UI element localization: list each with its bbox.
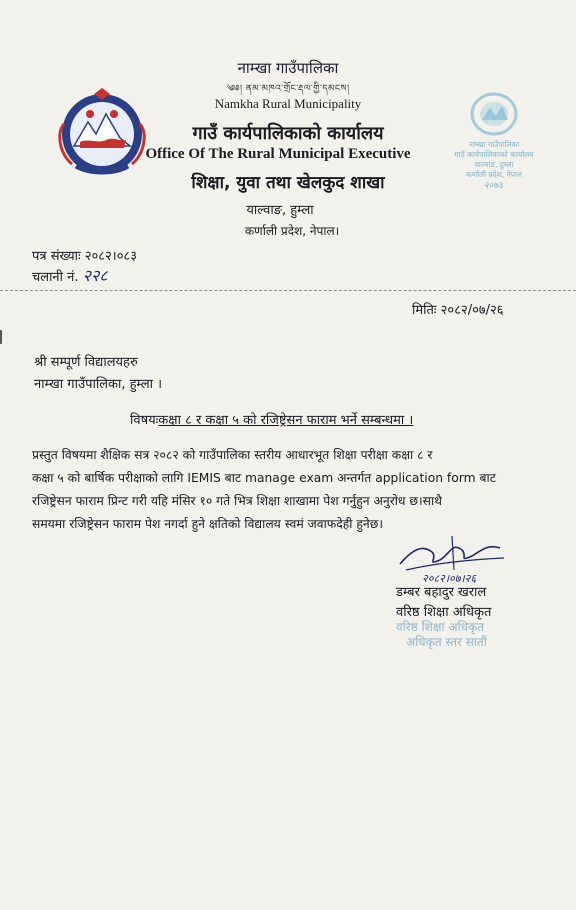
seal-line: कर्णाली प्रदेश, नेपाल <box>465 170 523 179</box>
subject-label: विषयः <box>130 413 159 428</box>
body-line: प्रस्तुत विषयमा शैक्षिक सत्र २०८२ को गाउँपालिका स्तरीय आधारभूत शिक्षा परीक्षा कक्षा ८ र <box>32 448 433 462</box>
header-divider <box>0 290 576 292</box>
municipality-name-english: Namkha Rural Municipality <box>214 96 362 111</box>
dispatch-number-handwritten: २२८ <box>82 266 108 285</box>
office-name-english: Office Of The Rural Municipal Executive <box>145 146 411 162</box>
municipality-name-tibetan: ༄༅། ནམ་མཁའ་གྲོང་རྡལ་གྱི་དམངས། <box>226 84 350 94</box>
official-stamp-line-2: अधिकृत स्तर सातौं <box>406 635 487 649</box>
address-line-2: कर्णाली प्रदेश, नेपाल। <box>244 224 340 238</box>
office-name-nepali: गाउँ कार्यपालिकाको कार्यालय <box>192 123 384 144</box>
body-line: कक्षा ५ को बार्षिक परीक्षाको लागि IEMIS बाट manage exam अन्तर्गत application form बाट <box>32 471 496 485</box>
signature-date: २०८२।०७।२६ <box>422 572 477 585</box>
subject-text: कक्षा ८ र कक्षा ५ को रजिष्ट्रेसन फाराम भर्ने सम्बन्धमा । <box>158 413 414 428</box>
letter-number: पत्र संख्याः २०८२।०८३ <box>32 249 137 264</box>
dispatch-number <box>32 264 108 286</box>
section-name: शिक्षा, युवा तथा खेलकुद शाखा <box>191 173 385 193</box>
address-line-1: याल्वाङ, हुम्ला <box>246 203 314 218</box>
body-line: समयमा रजिष्ट्रेसन फाराम पेश नगर्दा हुने क्षतिको विद्यालय स्वमं जवाफदेही हुनेछ। <box>32 517 384 531</box>
punch-hole-mark <box>0 330 6 344</box>
seal-line: याल्वाङ, हुम्ला <box>474 160 514 169</box>
addressee-line-1: श्री सम्पूर्ण विद्यालयहरु <box>34 355 138 370</box>
addressee-line-2: नाम्खा गाउँपालिका, हुम्ला । <box>34 377 163 392</box>
seal-line: २०७३ <box>484 181 504 191</box>
dispatch-label: चलानी नं. <box>32 270 79 285</box>
official-stamp-line-1: वरिष्ठ शिक्षा अधिकृत <box>396 620 485 634</box>
body-line: रजिष्ट्रेसन फाराम प्रिन्ट गरी यहि मंसिर १० गते भित्र शिक्षा शाखामा पेश गर्नुहुन अनुरोध छ।साथै <box>32 494 443 508</box>
signatory-title: वरिष्ठ शिक्षा अधिकृत <box>396 605 492 620</box>
signatory-name: डम्बर बहादुर खराल <box>396 585 487 600</box>
seal-line: नाम्खा गाउँपालिका <box>468 140 520 149</box>
municipality-name-nepali: नाम्खा गाउँपालिका <box>237 59 339 77</box>
letter-date: मितिः २०८२/०७/२६ <box>412 303 504 318</box>
subject-line <box>130 410 413 428</box>
signature-mark <box>392 530 512 590</box>
seal-line: गाउँ कार्यपालिकाको कार्यालय <box>454 150 534 159</box>
